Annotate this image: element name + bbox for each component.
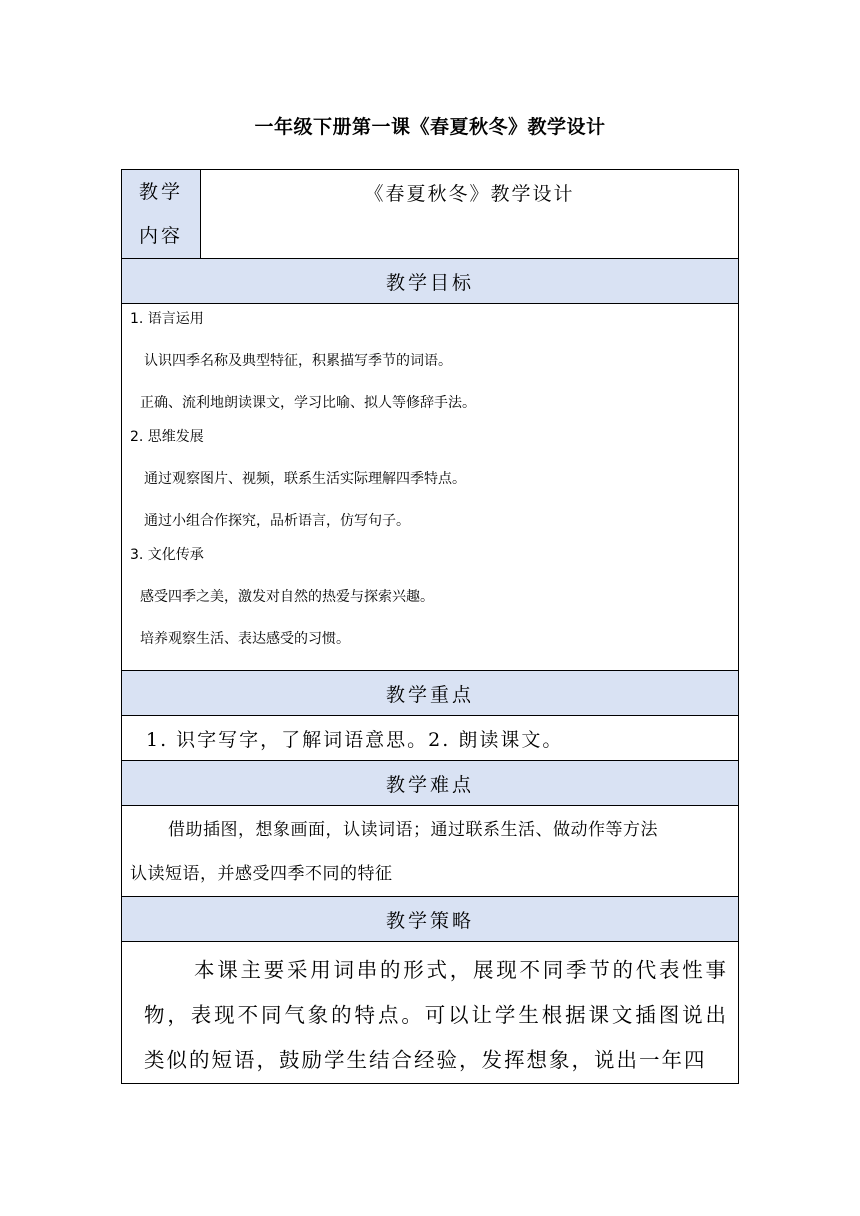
key-points-header: 教学重点	[122, 671, 739, 716]
objective-item: 正确、流利地朗读课文，学习比喻、拟人等修辞手法。	[140, 395, 476, 411]
objective-item: 认识四季名称及典型特征，积累描写季节的词语。	[144, 353, 452, 369]
content-label-line1: 教学	[138, 181, 183, 203]
objective-heading: 1. 语言运用	[130, 311, 204, 327]
content-row	[122, 170, 739, 259]
content-label-line2: 内容	[138, 225, 183, 247]
objective-section-culture	[130, 542, 738, 652]
difficulties-header: 教学难点	[122, 761, 739, 806]
key-points-body: 1. 识字写字，了解词语意思。2. 朗读课文。	[122, 716, 739, 761]
objective-heading: 2. 思维发展	[130, 429, 204, 445]
objective-item: 通过小组合作探究，品析语言，仿写句子。	[144, 513, 410, 529]
objective-item: 通过观察图片、视频，联系生活实际理解四季特点。	[144, 471, 466, 487]
content-label-cell	[122, 170, 201, 259]
objective-section-thinking	[130, 424, 738, 534]
document-title: 一年级下册第一课《春夏秋冬》教学设计	[254, 116, 606, 138]
difficulties-line: 认读短语，并感受四季不同的特征	[130, 864, 393, 884]
objective-item: 感受四季之美，激发对自然的热爱与探索兴趣。	[140, 589, 434, 605]
difficulties-line: 借助插图，想象画面，认读词语；通过联系生活、做动作等方法	[168, 820, 658, 840]
lesson-plan-table	[121, 169, 739, 1084]
difficulties-body	[122, 806, 739, 897]
strategy-text: 本课主要采用词串的形式，展现不同季节的代表性事物，表现不同气象的特点。可以让学生根据课文插图说出类似的短语，鼓励学生结合经验，发挥想象，说出一年四	[144, 958, 728, 1072]
objective-section-language	[130, 306, 738, 416]
objective-heading: 3. 文化传承	[130, 547, 204, 563]
strategy-body	[122, 942, 739, 1084]
objective-item: 培养观察生活、表达感受的习惯。	[140, 631, 350, 647]
objectives-body	[122, 304, 739, 671]
content-value-cell: 《春夏秋冬》教学设计	[201, 170, 739, 259]
strategy-header: 教学策略	[122, 897, 739, 942]
objectives-header: 教学目标	[122, 259, 739, 304]
